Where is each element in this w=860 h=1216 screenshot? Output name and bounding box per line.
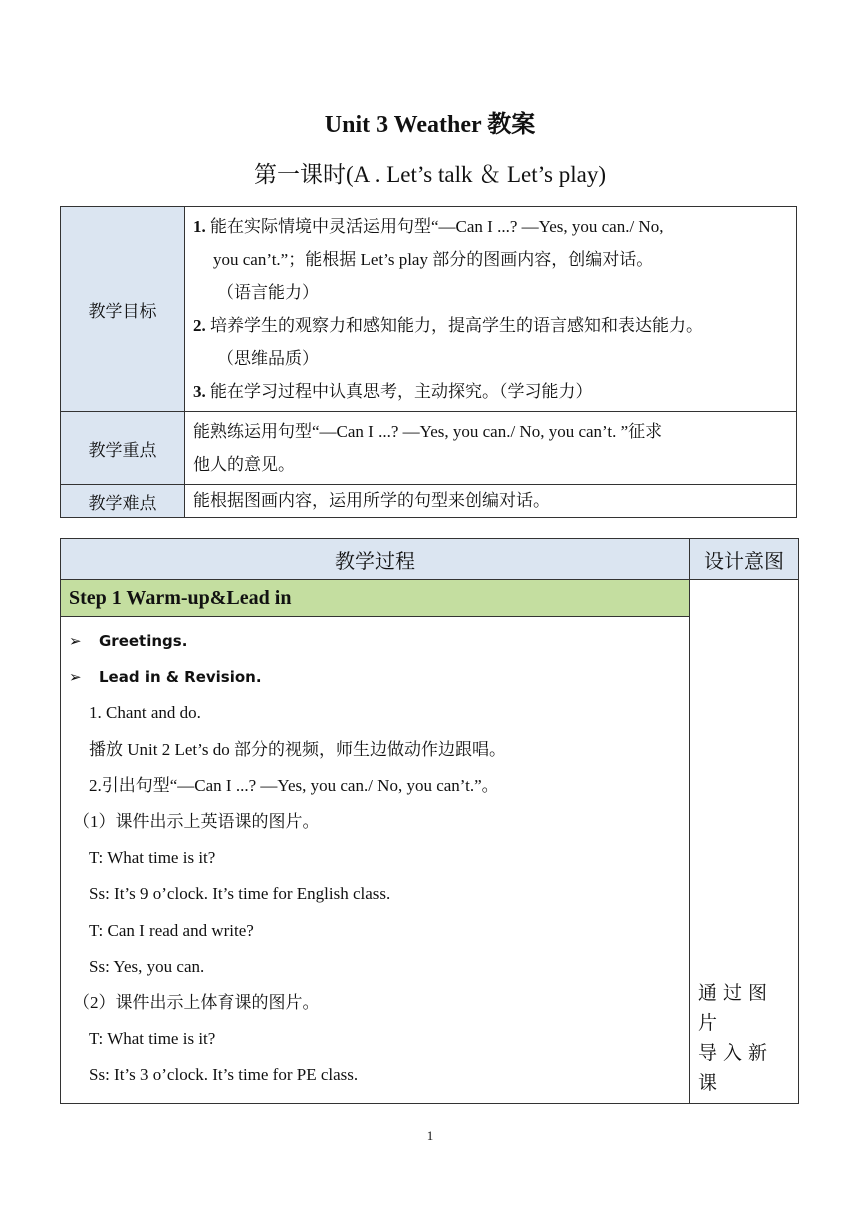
process-line: 播放 Unit 2 Let’s do 部分的视频，师生边做动作边跟唱。 bbox=[89, 739, 506, 759]
key-points-line2: 他人的意见。 bbox=[193, 455, 295, 474]
step-body-row bbox=[61, 617, 799, 1104]
objectives-label: 教学目标 bbox=[61, 207, 185, 412]
objective-2-line1: 培养学生的观察力和感知能力，提高学生的语言感知和表达能力。 bbox=[205, 316, 703, 335]
objective-1-line3: （语言能力） bbox=[217, 283, 319, 302]
process-line: Ss: Yes, you can. bbox=[89, 956, 205, 976]
objective-3 bbox=[193, 375, 790, 408]
objective-2-number: 2. bbox=[193, 316, 206, 335]
key-points-row bbox=[61, 412, 797, 485]
bullet-greetings-label: Greetings. bbox=[99, 632, 188, 650]
process-line: T: What time is it? bbox=[89, 848, 216, 868]
bullet-greetings bbox=[69, 623, 689, 659]
process-line: T: What time is it? bbox=[89, 1029, 216, 1049]
difficulties-label: 教学难点 bbox=[61, 485, 185, 518]
objective-1 bbox=[193, 210, 790, 309]
step-1-title: Step 1 Warm-up&Lead in bbox=[61, 580, 690, 617]
bullet-lead-in-label: Lead in & Revision. bbox=[99, 668, 262, 687]
document-title: Unit 3 Weather 教案 bbox=[324, 112, 536, 138]
design-intent-cell bbox=[690, 580, 799, 1104]
process-line: （1）课件出示上英语课的图片。 bbox=[73, 811, 320, 831]
process-line: T: Can I read and write? bbox=[89, 920, 254, 940]
design-intent-header: 设计意图 bbox=[690, 539, 799, 580]
difficulties-row bbox=[61, 485, 797, 518]
key-points-label: 教学重点 bbox=[61, 412, 185, 485]
key-points-content bbox=[185, 412, 797, 485]
process-header: 教学过程 bbox=[61, 539, 690, 580]
step-1-body bbox=[61, 617, 690, 1104]
arrow-bullet-icon: ➢ bbox=[69, 632, 82, 650]
design-intent-line2: 导入新课 bbox=[698, 1043, 774, 1095]
objective-3-number: 3. bbox=[193, 382, 206, 401]
objectives-row bbox=[61, 207, 797, 412]
objective-3-line1: 能在学习过程中认真思考，主动探究。（学习能力） bbox=[205, 382, 593, 401]
document-subtitle: 第一课时(A . Let’s talk ＆ Let’s play) bbox=[254, 162, 606, 187]
objective-1-line2: you can’t.”；能根据 Let’s play 部分的图画内容，创编对话。 bbox=[213, 250, 654, 269]
arrow-bullet-icon: ➢ bbox=[69, 668, 82, 687]
process-table bbox=[60, 538, 799, 1104]
process-line: 2.引出句型“—Can I ...? —Yes, you can./ No, you can’t.”。 bbox=[89, 775, 499, 795]
process-line: Ss: It’s 3 o’clock. It’s time for PE class. bbox=[89, 1065, 359, 1085]
design-intent-line1: 通过图片 bbox=[698, 983, 774, 1035]
process-line: （2）课件出示上体育课的图片。 bbox=[73, 992, 320, 1012]
difficulties-content: 能根据图画内容，运用所学的句型来创编对话。 bbox=[185, 485, 797, 518]
objectives-content bbox=[185, 207, 797, 412]
process-line: 1. Chant and do. bbox=[89, 703, 201, 723]
step-row bbox=[61, 580, 799, 617]
objective-1-number: 1. bbox=[193, 217, 206, 236]
page-number: 1 bbox=[426, 1128, 434, 1143]
objective-1-line1: 能在实际情境中灵活运用句型“—Can I ...? —Yes, you can./ No, bbox=[205, 217, 664, 236]
objective-2 bbox=[193, 309, 790, 375]
process-header-row bbox=[61, 539, 799, 580]
objective-2-line2: （思维品质） bbox=[217, 349, 319, 368]
goals-table bbox=[60, 206, 797, 518]
key-points-line1: 能熟练运用句型“—Can I ...? —Yes, you can./ No, you can’t. ”征求 bbox=[193, 422, 663, 441]
bullet-lead-in bbox=[69, 659, 689, 695]
process-line: Ss: It’s 9 o’clock. It’s time for English class. bbox=[89, 884, 391, 904]
